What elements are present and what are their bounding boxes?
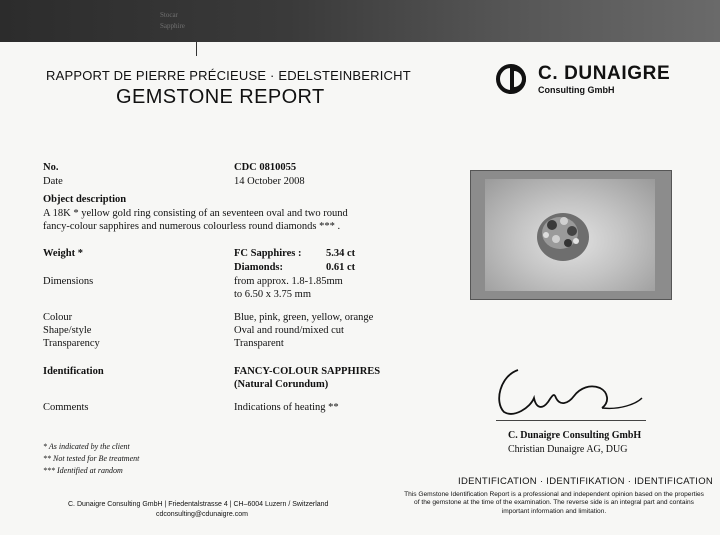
scanned-top-strip bbox=[0, 0, 720, 42]
identification-line-1: FANCY-COLOUR SAPPHIRES bbox=[234, 366, 381, 377]
comments-value: Indications of heating ** bbox=[234, 402, 339, 413]
signature-icon bbox=[490, 362, 650, 422]
footnote-1: * As indicated by the client bbox=[43, 442, 130, 451]
date-value: 14 October 2008 bbox=[234, 176, 305, 187]
dimensions-label: Dimensions bbox=[43, 276, 94, 287]
identification-line-2: (Natural Corundum) bbox=[234, 379, 329, 390]
footnote-2: ** Not tested for Be treatment bbox=[43, 454, 140, 463]
company-address: C. Dunaigre Consulting GmbH | Friedentalstrasse 4 | CH–6004 Luzern / Switzerland bbox=[68, 501, 329, 508]
dimensions-line-2: to 6.50 x 3.75 mm bbox=[234, 289, 312, 300]
colour-value: Blue, pink, green, yellow, orange bbox=[234, 312, 374, 323]
weight-diamonds-value: 0.61 ct bbox=[326, 262, 356, 273]
ghost-print bbox=[160, 10, 220, 32]
report-title: GEMSTONE REPORT bbox=[116, 86, 325, 108]
ring-icon bbox=[530, 205, 596, 265]
colour-label: Colour bbox=[43, 312, 73, 323]
signatory-company: C. Dunaigre Consulting GmbH bbox=[508, 430, 642, 441]
identification-heading: IDENTIFICATION · IDENTIFIKATION · IDENTIFICATION bbox=[458, 476, 714, 487]
shape-label: Shape/style bbox=[43, 325, 92, 336]
object-description-line-1: A 18K * yellow gold ring consisting of an seventeen oval and two round bbox=[43, 208, 348, 219]
weight-diamonds-label: Diamonds: bbox=[234, 262, 284, 273]
weight-fc-label: FC Sapphires : bbox=[234, 248, 302, 259]
transparency-label: Transparency bbox=[43, 338, 100, 349]
top-tick-mark bbox=[196, 42, 197, 56]
object-description-label: Object description bbox=[43, 194, 127, 205]
object-description-line-2: fancy-colour sapphires and numerous colourless round diamonds *** . bbox=[43, 221, 341, 232]
comments-label: Comments bbox=[43, 402, 89, 413]
signatory-person: Christian Dunaigre AG, DUG bbox=[508, 444, 628, 455]
date-label: Date bbox=[43, 176, 63, 187]
report-title-multilingual: RAPPORT DE PIERRE PRÉCIEUSE · EDELSTEINBERICHT bbox=[46, 68, 411, 83]
report-number-value: CDC 0810055 bbox=[234, 162, 297, 173]
ghost-print-line-1: Stocar bbox=[160, 11, 178, 19]
dunaigre-logo-icon bbox=[496, 64, 530, 94]
ghost-print-line-2: Sapphire bbox=[160, 22, 185, 30]
dimensions-line-1: from approx. 1.8-1.85mm bbox=[234, 276, 343, 287]
company-subtitle: Consulting GmbH bbox=[538, 85, 615, 95]
transparency-value: Transparent bbox=[234, 338, 284, 349]
disclaimer-text: This Gemstone Identification Report is a professional and independent opinion based on the properties of the gemstone at the time of the examination. The reverse side is an integral part and contains important information and limitation. bbox=[404, 491, 704, 515]
shape-value: Oval and round/mixed cut bbox=[234, 325, 344, 336]
footnote-3: *** Identified at random bbox=[43, 466, 123, 475]
company-email: cdconsulting@cdunaigre.com bbox=[156, 511, 248, 518]
signature-line bbox=[496, 420, 646, 421]
report-number-label: No. bbox=[43, 162, 59, 173]
weight-label: Weight * bbox=[43, 248, 83, 259]
identification-label: Identification bbox=[43, 366, 104, 377]
weight-fc-value: 5.34 ct bbox=[326, 248, 356, 259]
company-name: C. DUNAIGRE bbox=[538, 63, 671, 84]
